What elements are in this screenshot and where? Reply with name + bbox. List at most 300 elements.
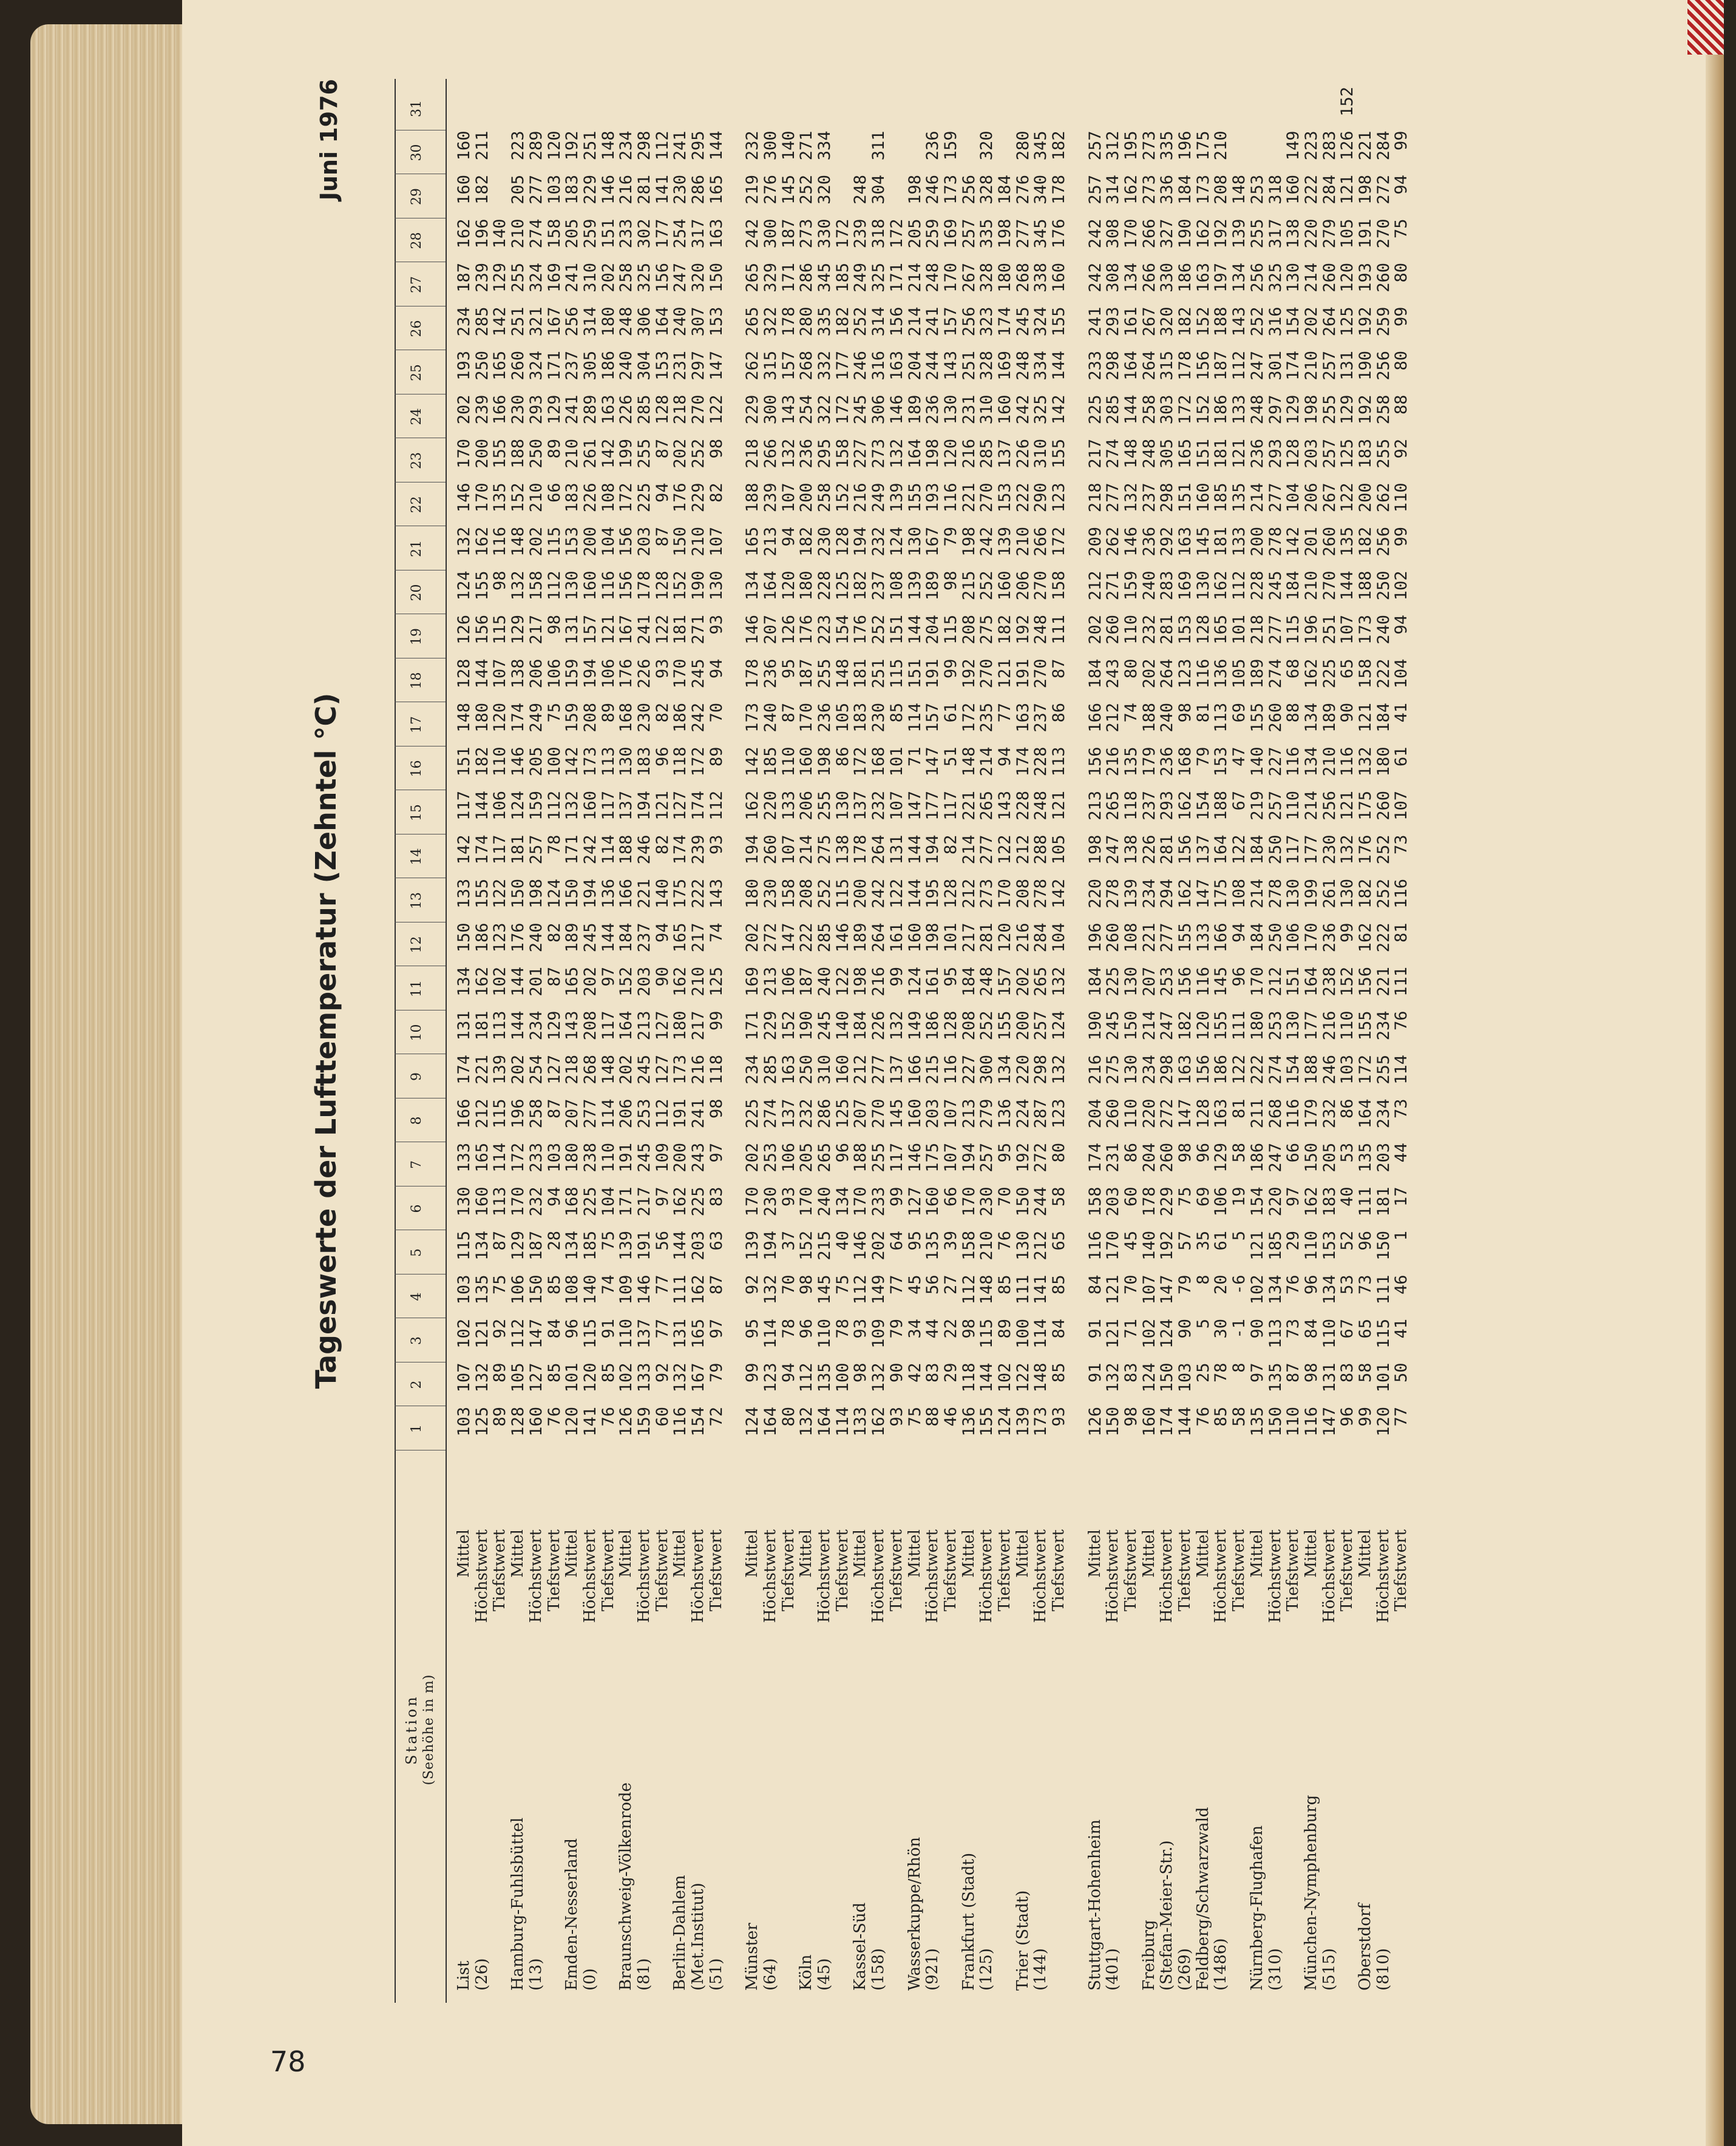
temperature-cell: 231	[960, 395, 978, 439]
temperature-cell: 190	[1357, 351, 1375, 394]
temperature-cell: 158	[546, 219, 564, 263]
temperature-cell: 259	[1375, 307, 1393, 351]
temperature-cell: 80	[1392, 263, 1411, 306]
temperature-cell: 130	[834, 791, 852, 834]
temperature-cell: 246	[924, 175, 942, 218]
temperature-cell: 134	[744, 571, 762, 615]
temperature-cell: 306	[636, 307, 654, 351]
temperature-cell: 139	[744, 1231, 762, 1274]
temperature-cell: 115	[491, 615, 509, 658]
temperature-cell: 170	[798, 1187, 816, 1231]
temperature-cell: 176	[671, 483, 690, 527]
temperature-cell: 215	[924, 1055, 942, 1098]
temperature-cell: 210	[563, 439, 581, 482]
temperature-cell: 267	[1321, 483, 1339, 527]
temperature-cell: 109	[654, 1143, 672, 1186]
value-type-label: Tiefstwert	[1284, 1529, 1303, 1748]
table-row	[1267, 79, 1285, 2003]
temperature-cell: 233	[527, 1143, 546, 1186]
temperature-cell: 162	[690, 1275, 708, 1319]
table-row	[924, 79, 942, 2003]
temperature-cell: 184	[1176, 175, 1195, 218]
temperature-cell: 139	[906, 571, 924, 615]
value-type-label: Mittel	[1357, 1529, 1375, 1748]
temperature-cell: 115	[581, 1319, 600, 1362]
page-number: 78	[270, 2045, 306, 2078]
temperature-cell: 166	[617, 879, 636, 922]
temperature-cell: 165	[491, 351, 509, 394]
temperature-cell: 85	[546, 1275, 564, 1319]
temperature-cell: 260	[762, 835, 780, 879]
temperature-cell: 162	[1303, 659, 1321, 703]
value-type-label: Mittel	[563, 1529, 581, 1748]
temperature-cell: 87	[654, 527, 672, 570]
temperature-cell: 214	[1303, 791, 1321, 834]
temperature-cell: 186	[671, 703, 690, 746]
temperature-cell: 151	[1176, 483, 1195, 527]
temperature-cell: -6	[1230, 1275, 1249, 1319]
temperature-cell: 230	[671, 175, 690, 218]
temperature-cell: 273	[798, 219, 816, 263]
temperature-cell: 124	[1141, 1363, 1159, 1407]
temperature-cell: 123	[1050, 1099, 1068, 1143]
temperature-cell: 251	[509, 307, 527, 351]
temperature-cell: 139	[996, 527, 1014, 570]
temperature-cell: 149	[906, 1011, 924, 1055]
temperature-cell: 122	[1230, 1055, 1249, 1098]
temperature-cell: 164	[654, 307, 672, 351]
temperature-cell: 95	[906, 1231, 924, 1274]
temperature-cell: 110	[1392, 483, 1411, 527]
temperature-cell: 180	[563, 1143, 581, 1186]
temperature-cell: 163	[1195, 263, 1213, 306]
temperature-cell: 147	[906, 791, 924, 834]
temperature-cell: 277	[1104, 483, 1122, 527]
temperature-cell: 135	[924, 1231, 942, 1274]
temperature-cell: 295	[816, 439, 834, 482]
temperature-cell: 124	[996, 1407, 1014, 1450]
temperature-cell: 163	[1176, 527, 1195, 570]
temperature-cell: 126	[780, 615, 798, 658]
temperature-cell: 128	[834, 527, 852, 570]
value-type-label: Höchstwert	[978, 1529, 996, 1748]
temperature-cell: 246	[852, 351, 870, 394]
temperature-cell: 213	[1087, 791, 1105, 834]
temperature-cell: 310	[1032, 439, 1050, 482]
temperature-cell: 128	[1284, 439, 1303, 482]
temperature-cell: 75	[834, 1275, 852, 1319]
temperature-cell: 100	[1014, 1319, 1032, 1362]
temperature-cell: 110	[1321, 1319, 1339, 1362]
temperature-cell: 184	[1249, 923, 1267, 967]
temperature-cell: 44	[1392, 1143, 1411, 1186]
temperature-cell: 112	[546, 791, 564, 834]
temperature-cell: 186	[1176, 263, 1195, 306]
temperature-cell: 277	[581, 1099, 600, 1143]
temperature-cell: 307	[690, 307, 708, 351]
temperature-cell: 153	[1212, 747, 1230, 791]
temperature-cell: 152	[509, 483, 527, 527]
temperature-cell: 147	[924, 747, 942, 791]
temperature-cell: 250	[1267, 835, 1285, 879]
temperature-cell: 198	[924, 439, 942, 482]
temperature-cell: 85	[546, 1363, 564, 1407]
temperature-cell: 216	[960, 439, 978, 482]
temperature-cell: 289	[527, 131, 546, 175]
table-row	[654, 79, 672, 2003]
temperature-cell: 102	[455, 1319, 473, 1362]
temperature-cell: 275	[978, 615, 996, 658]
temperature-cell: 214	[1249, 879, 1267, 922]
temperature-cell: 121	[1230, 439, 1249, 482]
temperature-cell: 335	[816, 307, 834, 351]
temperature-cell: 240	[1158, 703, 1176, 746]
temperature-cell: 83	[1338, 1363, 1357, 1407]
temperature-cell: 232	[870, 791, 888, 834]
temperature-cell: 170	[671, 659, 690, 703]
temperature-cell: 71	[906, 747, 924, 791]
temperature-cell: 214	[798, 835, 816, 879]
temperature-cell: 321	[527, 307, 546, 351]
temperature-cell: 105	[1338, 219, 1357, 263]
temperature-cell: 94	[1392, 175, 1411, 218]
temperature-cell: 273	[1141, 175, 1159, 218]
temperature-cell: 8	[1195, 1275, 1213, 1319]
temperature-cell: 257	[1321, 439, 1339, 482]
temperature-cell: 107	[1141, 1275, 1159, 1319]
temperature-cell: 123	[1176, 659, 1195, 703]
temperature-cell: 245	[636, 1055, 654, 1098]
temperature-cell: 86	[1050, 703, 1068, 746]
value-type-label: Tiefstwert	[1392, 1529, 1411, 1748]
temperature-cell: 101	[942, 923, 960, 967]
temperature-cell: 286	[816, 1099, 834, 1143]
temperature-cell: 240	[617, 351, 636, 394]
table-row	[600, 79, 618, 2003]
temperature-cell: 230	[1321, 835, 1339, 879]
temperature-cell: 212	[1267, 967, 1285, 1010]
temperature-cell: 290	[1032, 483, 1050, 527]
temperature-cell: 136	[600, 879, 618, 922]
temperature-cell: 185	[1267, 1231, 1285, 1274]
temperature-cell: 222	[690, 879, 708, 922]
temperature-cell: 134	[1230, 263, 1249, 306]
temperature-cell: 122	[834, 967, 852, 1010]
temperature-cell: 85	[1212, 1407, 1230, 1450]
temperature-cell: 184	[960, 967, 978, 1010]
temperature-cell: 180	[473, 703, 492, 746]
temperature-cell: 123	[1050, 483, 1068, 527]
temperature-cell: 252	[978, 1011, 996, 1055]
temperature-cell: 107	[780, 835, 798, 879]
temperature-cell: 225	[581, 1187, 600, 1231]
temperature-cell: 137	[852, 791, 870, 834]
temperature-cell: 158	[527, 571, 546, 615]
temperature-cell: 329	[762, 263, 780, 306]
temperature-cell: 243	[690, 1143, 708, 1186]
temperature-cell: 278	[1104, 879, 1122, 922]
temperature-cell: 144	[671, 1231, 690, 1274]
temperature-cell: 133	[636, 1363, 654, 1407]
temperature-cell: 191	[636, 1231, 654, 1274]
temperature-cell: 244	[1032, 1187, 1050, 1231]
temperature-cell: 210	[527, 483, 546, 527]
temperature-cell: 91	[600, 1319, 618, 1362]
temperature-cell: 240	[1141, 571, 1159, 615]
temperature-cell: 245	[1014, 307, 1032, 351]
temperature-cell: 133	[1230, 395, 1249, 439]
temperature-cell: 144	[1338, 571, 1357, 615]
temperature-cell: 241	[1087, 307, 1105, 351]
temperature-cell: 159	[942, 131, 960, 175]
value-type-label: Mittel	[671, 1529, 690, 1748]
temperature-cell: 236	[762, 659, 780, 703]
temperature-cell: 192	[1212, 219, 1230, 263]
temperature-cell: 100	[834, 1363, 852, 1407]
temperature-cell: 238	[1321, 967, 1339, 1010]
station-name: (269)	[1176, 1948, 1195, 1991]
temperature-cell: 241	[563, 263, 581, 306]
temperature-cell: 206	[527, 659, 546, 703]
value-type-label: Höchstwert	[1158, 1529, 1176, 1748]
temperature-cell: 135	[1357, 1143, 1375, 1186]
temperature-cell: 239	[473, 263, 492, 306]
temperature-cell: 261	[1321, 879, 1339, 922]
temperature-cell: 140	[780, 131, 798, 175]
temperature-cell: 133	[852, 1407, 870, 1450]
temperature-cell: 188	[744, 483, 762, 527]
temperature-cell: 150	[455, 923, 473, 967]
station-name: (921)	[924, 1948, 942, 1991]
value-type-label: Tiefstwert	[942, 1529, 960, 1748]
temperature-cell: 143	[996, 791, 1014, 834]
temperature-cell: 218	[1249, 615, 1267, 658]
temperature-cell: 206	[798, 791, 816, 834]
temperature-cell: 237	[563, 351, 581, 394]
temperature-cell: 51	[942, 747, 960, 791]
temperature-cell: 260	[1375, 791, 1393, 834]
temperature-cell: 99	[888, 967, 906, 1010]
temperature-cell: 205	[527, 747, 546, 791]
temperature-cell: 175	[924, 1143, 942, 1186]
temperature-cell: 245	[690, 659, 708, 703]
temperature-cell: 202	[1303, 307, 1321, 351]
table-row	[870, 79, 888, 2003]
temperature-cell: 162	[455, 219, 473, 263]
temperature-cell: 176	[798, 615, 816, 658]
temperature-cell: 177	[654, 219, 672, 263]
temperature-cell: 210	[1303, 351, 1321, 394]
temperature-cell: 105	[834, 703, 852, 746]
temperature-cell: 192	[1014, 615, 1032, 658]
temperature-cell: 92	[744, 1275, 762, 1319]
temperature-cell: 202	[1014, 967, 1032, 1010]
temperature-cell: 146	[455, 483, 473, 527]
temperature-cell: 70	[708, 703, 726, 746]
temperature-cell: 111	[1357, 1187, 1375, 1231]
table-row	[1212, 79, 1230, 2003]
temperature-cell: 170	[1122, 219, 1141, 263]
temperature-cell: 78	[1212, 1363, 1230, 1407]
temperature-cell: 187	[798, 967, 816, 1010]
temperature-cell: 148	[1122, 439, 1141, 482]
temperature-cell: 150	[1014, 1187, 1032, 1231]
temperature-cell: 155	[473, 571, 492, 615]
temperature-cell: 105	[509, 1363, 527, 1407]
temperature-cell: 212	[1104, 703, 1122, 746]
value-type-label: Tiefstwert	[996, 1529, 1014, 1748]
temperature-cell: 293	[1158, 791, 1176, 834]
temperature-cell: 225	[1321, 659, 1339, 703]
temperature-cell: 105	[1050, 835, 1068, 879]
station-name: (45)	[816, 1958, 834, 1991]
temperature-cell: 89	[600, 703, 618, 746]
temperature-cell: 285	[473, 307, 492, 351]
temperature-cell: 91	[1087, 1363, 1105, 1407]
station-name: (0)	[581, 1968, 600, 1991]
temperature-cell: 139	[1122, 879, 1141, 922]
temperature-cell: 117	[942, 791, 960, 834]
temperature-cell: 132	[509, 571, 527, 615]
temperature-cell: 224	[1014, 1099, 1032, 1143]
temperature-cell: 221	[960, 483, 978, 527]
temperature-cell: 132	[563, 791, 581, 834]
temperature-cell: 232	[870, 527, 888, 570]
temperature-cell: 148	[978, 1275, 996, 1319]
temperature-cell: 97	[600, 967, 618, 1010]
temperature-cell: 110	[1284, 791, 1303, 834]
temperature-cell: 196	[1176, 131, 1195, 175]
temperature-cell: 202	[870, 1231, 888, 1274]
value-type-label: Höchstwert	[527, 1529, 546, 1748]
temperature-cell: 167	[690, 1363, 708, 1407]
temperature-cell: 147	[1176, 1099, 1195, 1143]
temperature-cell: 183	[636, 747, 654, 791]
temperature-cell: 175	[1212, 879, 1230, 922]
temperature-cell: 220	[1303, 219, 1321, 263]
station-name: (1486)	[1212, 1938, 1230, 1991]
temperature-cell: 279	[978, 1099, 996, 1143]
temperature-cell: 213	[762, 527, 780, 570]
temperature-cell: 182	[1357, 879, 1375, 922]
table-row	[1050, 79, 1068, 2003]
day-header: 26	[409, 307, 424, 351]
temperature-cell: 106	[491, 791, 509, 834]
temperature-cell: 142	[744, 747, 762, 791]
temperature-cell: 257	[960, 219, 978, 263]
temperature-cell: 98	[960, 1319, 978, 1362]
temperature-cell: 244	[924, 351, 942, 394]
table-row	[563, 79, 581, 2003]
temperature-cell: 189	[924, 571, 942, 615]
temperature-cell: 122	[1230, 835, 1249, 879]
temperature-cell: 109	[617, 1275, 636, 1319]
temperature-cell: 137	[617, 791, 636, 834]
table-row	[1284, 79, 1303, 2003]
temperature-cell: 216	[690, 1055, 708, 1098]
temperature-cell: 174	[996, 307, 1014, 351]
temperature-cell: 262	[744, 351, 762, 394]
temperature-cell: 108	[888, 571, 906, 615]
temperature-cell: 203	[1104, 1187, 1122, 1231]
temperature-cell: 144	[1176, 1407, 1195, 1450]
temperature-cell: 123	[762, 1363, 780, 1407]
temperature-cell: 156	[1176, 967, 1195, 1010]
temperature-cell: 166	[491, 395, 509, 439]
day-header: 24	[409, 395, 424, 439]
temperature-cell: 242	[581, 835, 600, 879]
day-header: 1	[409, 1407, 424, 1450]
temperature-cell: 248	[924, 263, 942, 306]
temperature-cell: 216	[1014, 923, 1032, 967]
temperature-cell: 217	[690, 923, 708, 967]
temperature-cell: 144	[906, 835, 924, 879]
temperature-cell: 184	[852, 1011, 870, 1055]
temperature-cell: 198	[1357, 175, 1375, 218]
table-row	[1176, 79, 1195, 2003]
temperature-cell: 163	[780, 1055, 798, 1098]
temperature-cell: 200	[1249, 527, 1267, 570]
temperature-cell: 178	[1141, 1187, 1159, 1231]
station-name: Feldberg/Schwarzwald	[1195, 1807, 1213, 1991]
temperature-cell: 146	[509, 747, 527, 791]
value-type-label: Mittel	[1249, 1529, 1267, 1748]
temperature-cell: 145	[1212, 967, 1230, 1010]
temperature-cell: 228	[816, 571, 834, 615]
temperature-cell: 273	[978, 879, 996, 922]
temperature-cell: 145	[780, 175, 798, 218]
temperature-cell: 248	[1014, 351, 1032, 394]
temperature-cell: 268	[1267, 1099, 1285, 1143]
temperature-cell: 127	[671, 791, 690, 834]
temperature-cell: 304	[870, 175, 888, 218]
temperature-cell: 58	[1230, 1407, 1249, 1450]
temperature-cell: 160	[798, 747, 816, 791]
temperature-cell: 34	[906, 1319, 924, 1362]
temperature-cell: 228	[1014, 791, 1032, 834]
temperature-cell: 221	[1141, 923, 1159, 967]
temperature-cell: 93	[888, 1407, 906, 1450]
temperature-cell: 169	[546, 263, 564, 306]
temperature-cell: 212	[1087, 571, 1105, 615]
temperature-cell: 116	[1338, 747, 1357, 791]
temperature-cell: 129	[509, 615, 527, 658]
temperature-cell: 182	[473, 747, 492, 791]
temperature-cell: 266	[762, 439, 780, 482]
temperature-cell: 106	[509, 1275, 527, 1319]
temperature-cell: 156	[617, 527, 636, 570]
temperature-cell: 170	[509, 1187, 527, 1231]
temperature-cell: 218	[671, 395, 690, 439]
temperature-cell: 256	[1249, 263, 1267, 306]
day-header: 16	[409, 747, 424, 791]
table-row	[690, 79, 708, 2003]
temperature-cell: 95	[942, 967, 960, 1010]
temperature-cell: 194	[924, 835, 942, 879]
value-type-label: Tiefstwert	[491, 1529, 509, 1748]
day-header: 9	[409, 1055, 424, 1098]
temperature-cell: 115	[546, 527, 564, 570]
temperature-cell: 179	[1303, 1099, 1321, 1143]
temperature-cell: 205	[509, 175, 527, 218]
temperature-cell: 265	[816, 1143, 834, 1186]
value-type-label: Höchstwert	[1212, 1529, 1230, 1748]
temperature-cell: 234	[1141, 879, 1159, 922]
temperature-cell: 202	[671, 439, 690, 482]
temperature-cell: 118	[960, 1363, 978, 1407]
temperature-cell: 88	[924, 1407, 942, 1450]
temperature-cell: 150	[1158, 1363, 1176, 1407]
